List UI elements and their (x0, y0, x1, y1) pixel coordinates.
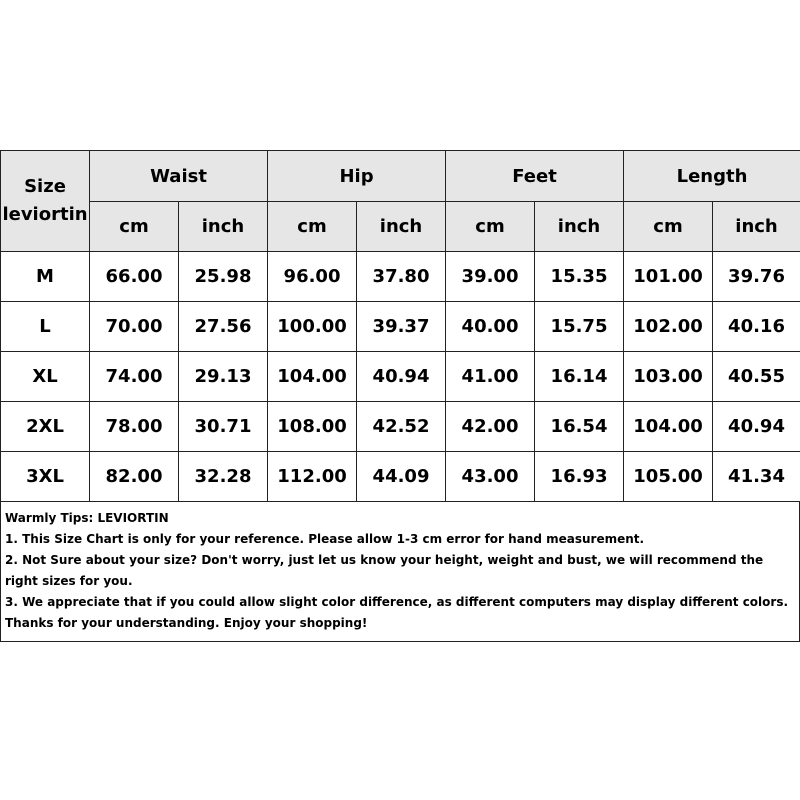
measurement-cell: 40.00 (446, 302, 535, 352)
tips-line-4: Thanks for your understanding. Enjoy your shopping! (5, 616, 368, 630)
measurement-cell: 104.00 (268, 352, 357, 402)
measurement-cell: 101.00 (624, 252, 713, 302)
measurement-cell: 37.80 (357, 252, 446, 302)
measurement-cell: 70.00 (90, 302, 179, 352)
measurement-cell: 40.16 (713, 302, 800, 352)
measurement-cell: 74.00 (90, 352, 179, 402)
unit-header-hip-cm: cm (268, 202, 357, 252)
tips-line-1: 1. This Size Chart is only for your reference. Please allow 1-3 cm error for hand measurement. (5, 532, 645, 546)
measurement-cell: 30.71 (179, 402, 268, 452)
header-row-units (1, 202, 800, 252)
measurement-cell: 102.00 (624, 302, 713, 352)
unit-header-length-cm: cm (624, 202, 713, 252)
measurement-cell: 16.14 (535, 352, 624, 402)
group-header-length: Length (624, 151, 800, 202)
tips-title: Warmly Tips: LEVIORTIN (5, 511, 169, 525)
size-cell: 3XL (1, 452, 90, 502)
size-header-label: Size (24, 176, 66, 197)
tips-line-3: 3. We appreciate that if you could allow slight color difference, as different computers may display different colors. (5, 595, 789, 609)
size-cell: XL (1, 352, 90, 402)
measurement-cell: 32.28 (179, 452, 268, 502)
size-cell: L (1, 302, 90, 352)
tips-line-2: 2. Not Sure about your size? Don't worry, just let us know your height, weight and bust, we will recommend the right sizes for you. (5, 553, 764, 588)
measurement-cell: 40.55 (713, 352, 800, 402)
measurement-cell: 44.09 (357, 452, 446, 502)
tips-box (0, 502, 800, 642)
measurement-cell: 43.00 (446, 452, 535, 502)
measurement-cell: 108.00 (268, 402, 357, 452)
size-table (0, 150, 800, 502)
table-row (1, 352, 800, 402)
measurement-cell: 39.76 (713, 252, 800, 302)
group-header-hip: Hip (268, 151, 446, 202)
group-header-waist: Waist (90, 151, 268, 202)
unit-header-feet-inch: inch (535, 202, 624, 252)
measurement-cell: 39.37 (357, 302, 446, 352)
measurement-cell: 112.00 (268, 452, 357, 502)
table-row (1, 452, 800, 502)
measurement-cell: 39.00 (446, 252, 535, 302)
unit-header-waist-cm: cm (90, 202, 179, 252)
measurement-cell: 41.34 (713, 452, 800, 502)
measurement-cell: 40.94 (357, 352, 446, 402)
measurement-cell: 15.35 (535, 252, 624, 302)
size-cell: 2XL (1, 402, 90, 452)
measurement-cell: 66.00 (90, 252, 179, 302)
group-header-feet: Feet (446, 151, 624, 202)
measurement-cell: 15.75 (535, 302, 624, 352)
measurement-cell: 40.94 (713, 402, 800, 452)
measurement-cell: 105.00 (624, 452, 713, 502)
unit-header-hip-inch: inch (357, 202, 446, 252)
size-header-cell (1, 151, 90, 252)
unit-header-feet-cm: cm (446, 202, 535, 252)
measurement-cell: 96.00 (268, 252, 357, 302)
size-chart (0, 150, 800, 642)
table-row (1, 402, 800, 452)
measurement-cell: 25.98 (179, 252, 268, 302)
measurement-cell: 100.00 (268, 302, 357, 352)
measurement-cell: 42.52 (357, 402, 446, 452)
unit-header-length-inch: inch (713, 202, 800, 252)
measurement-cell: 78.00 (90, 402, 179, 452)
measurement-cell: 16.93 (535, 452, 624, 502)
size-table-body (1, 252, 800, 502)
measurement-cell: 104.00 (624, 402, 713, 452)
measurement-cell: 103.00 (624, 352, 713, 402)
unit-header-waist-inch: inch (179, 202, 268, 252)
header-row-groups (1, 151, 800, 202)
measurement-cell: 29.13 (179, 352, 268, 402)
size-cell: M (1, 252, 90, 302)
measurement-cell: 16.54 (535, 402, 624, 452)
size-header-brand: leviortin (2, 204, 88, 225)
table-row (1, 252, 800, 302)
measurement-cell: 27.56 (179, 302, 268, 352)
measurement-cell: 41.00 (446, 352, 535, 402)
measurement-cell: 82.00 (90, 452, 179, 502)
measurement-cell: 42.00 (446, 402, 535, 452)
table-row (1, 302, 800, 352)
